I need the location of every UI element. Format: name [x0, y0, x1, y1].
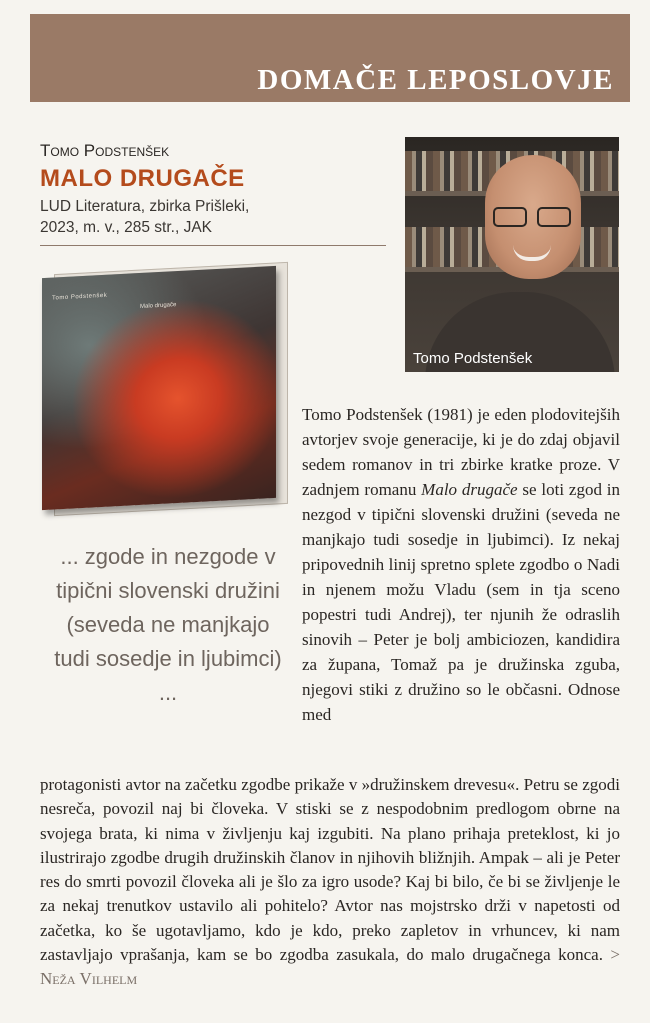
review-text-part-3: protagonisti avtor na začetku zgodbe prikaže v »družinskem drevesu«. Petru se zgodi nesreča, povozil naj bi človeka. V stiski se z nespodobnim predlogom obrne na svojega brata, ki nima v življenju kaj izgubiti. Na plano prihaja preteklost, ki jo ilustrirajo zgodbe drugih družinskih članov in njihovih bližnjih. Ampak – ali je Peter res do smrti povozil človeka ali je šlo za igro usode? Kaj bi bilo, če bi se življenje le za nekaj trenutkov ustavilo ali pohitelo? Avtor nas mojstrsko drži v napetosti od začetka, ko še ugotavljamo, kdo je kdo, preko zapletov in vrhuncev, ki nam zastavljajo vprašanja, kam se bo zgodba zasukala, do malo drugačnega konca.: [40, 775, 620, 965]
reviewer-byline: > Neža Vilhelm: [40, 945, 621, 989]
review-text-column: [302, 402, 620, 727]
publisher-line-2: 2023, m. v., 285 str., JAK: [40, 219, 213, 236]
cover-author-text: Tomo Podstenšek: [52, 292, 108, 302]
pull-quote: ... zgode in nezgode v tipični slovenski družini (seveda ne manjkajo tudi sosedje in ljubimci) ...: [54, 544, 282, 705]
divider: [40, 245, 386, 246]
photo-caption: Tomo Podstenšek: [413, 350, 533, 367]
review-text-part-1: Tomo Podstenšek (1981) je eden plodovitejših avtorjev svoje generacije, ki je do zdaj objavil sedem romanov in tri zbirke kratke proze. V zadnjem romanu: [302, 405, 620, 499]
section-title: DOMAČE LEPOSLOVJE: [257, 64, 614, 96]
book-meta: [40, 140, 386, 238]
publisher-line-1: LUD Literatura, zbirka Prišleki,: [40, 198, 250, 215]
book-cover-image: [38, 262, 290, 512]
book-title: MALO DRUGAČE: [40, 165, 245, 192]
review-text-part-2: se loti zgod in nezgod v tipični slovenski družini (seveda ne manjkajo tudi sosedje in ljubimci). Iz nekaj pripovednih linij spretno splete zgodbo o Nadi in njenem možu Vladu (sem in tja sceno popestri tudi Andrej), ter njunih že odraslih sinovih – Peter je bolj ambiciozen, kandidira za župana, Tomaž pa je družinska zguba, njegovi stiki z družino so le občasni. Odnose med: [302, 480, 620, 724]
review-book-title: Malo drugače: [421, 480, 518, 499]
book-cover: [42, 266, 276, 510]
review-text-full: [40, 773, 620, 992]
cover-title-text: Malo drugače: [140, 302, 177, 310]
author-name: Tomo Podstenšek: [40, 141, 170, 160]
section-banner: [30, 14, 630, 102]
author-photo: [405, 137, 619, 372]
glasses-icon: [493, 207, 573, 225]
